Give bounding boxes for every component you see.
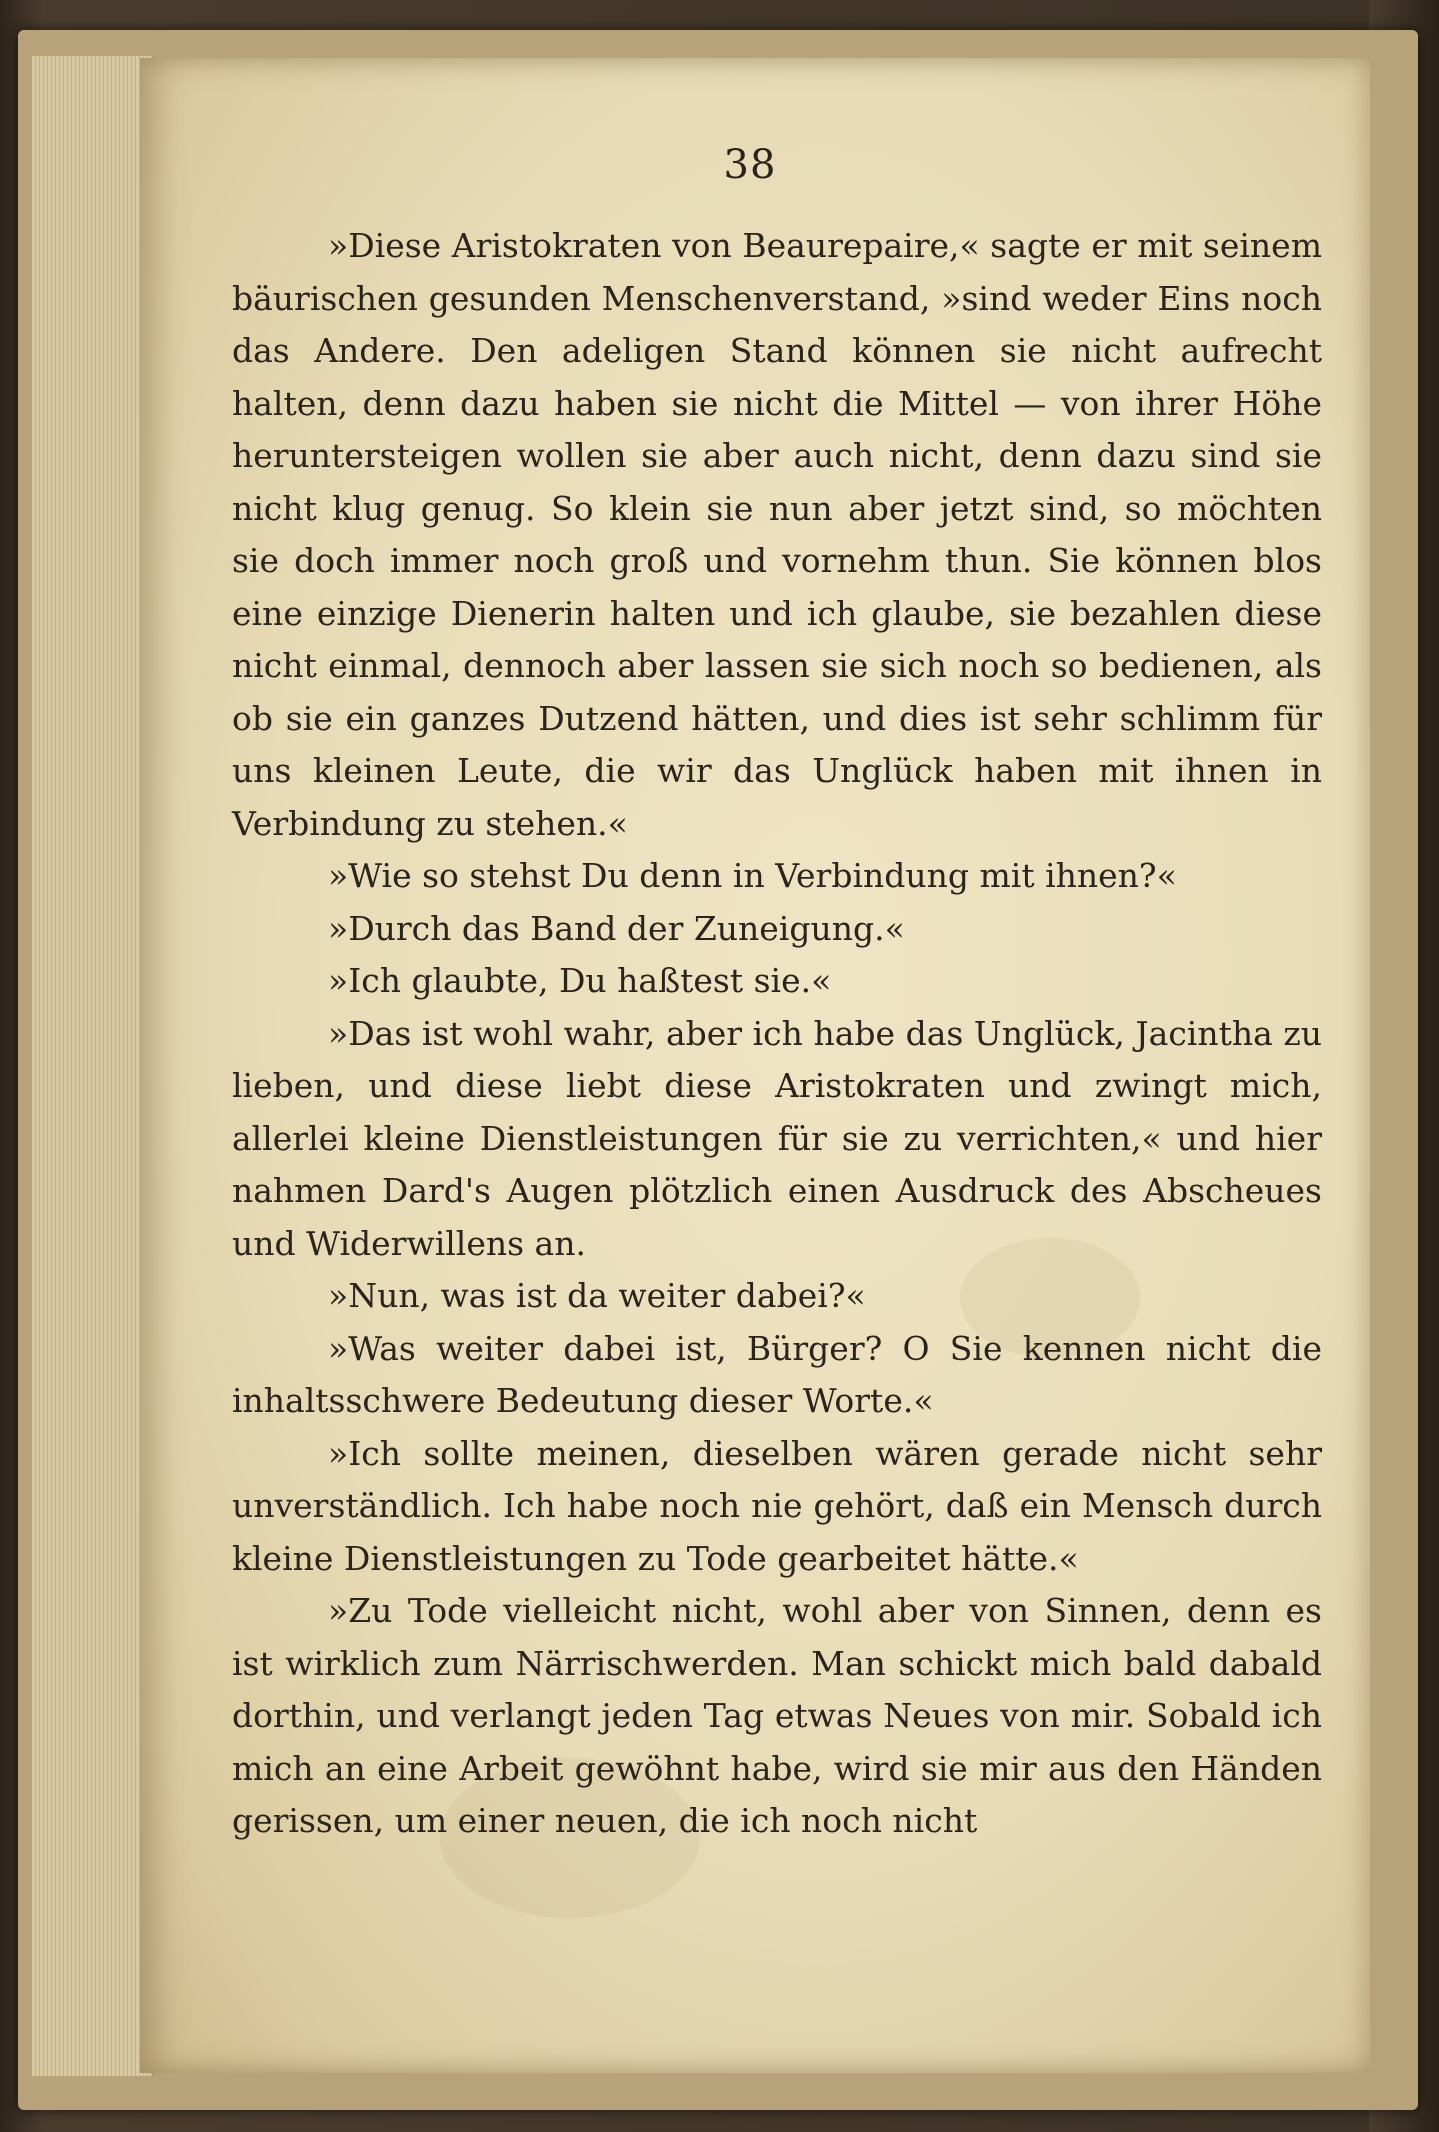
paragraph: »Ich glaubte, Du haßtest sie.« bbox=[328, 961, 832, 1000]
body-text bbox=[232, 220, 1322, 1848]
paragraph: »Nun, was ist da weiter dabei?« bbox=[328, 1276, 866, 1315]
paragraph: »Durch das Band der Zuneigung.« bbox=[328, 908, 905, 948]
paragraph: »Zu Tode vielleicht nicht, wohl aber von Sinnen, denn es ist wirklich zum Närrischwerden. Man schickt mich bald dabald dorthin, und verlangt jeden Tag etwas Neues von mir. Sobald ich mich an eine Arbeit gewöhnt habe, wird sie mir aus den Händen gerissen, um einer neuen, die ich noch nicht bbox=[232, 1591, 1322, 1840]
paragraph: »Was weiter dabei ist, Bürger? O Sie kennen nicht die inhaltsschwere Bedeutung dieser Worte.« bbox=[232, 1328, 1322, 1420]
paragraph: »Ich sollte meinen, dieselben wären gerade nicht sehr unverständlich. Ich habe noch nie gehört, daß ein Mensch durch kleine Dienstleistungen zu Tode gearbeitet hätte.« bbox=[232, 1433, 1322, 1578]
page-stack-edge bbox=[32, 56, 153, 2076]
paragraph: »Das ist wohl wahr, aber ich habe das Unglück, Jacintha zu lieben, und diese liebt diese Aristokraten und zwingt mich, allerlei kleine Dienstleistungen für sie zu verrichten,« und hier nahmen Dard's Augen plötzlich einen Ausdruck des Abscheues und Widerwillens an. bbox=[232, 1013, 1322, 1263]
paragraph: »Wie so stehst Du denn in Verbindung mit ihnen?« bbox=[328, 856, 1177, 895]
page-number: 38 bbox=[723, 142, 777, 188]
paragraph: »Diese Aristokraten von Beaurepaire,« sagte er mit seinem bäurischen gesunden Menschenverstand, »sind weder Eins noch das Andere. Den adeligen Stand können sie nicht aufrecht halten, denn dazu haben sie nicht die Mittel — von ihrer Höhe heruntersteigen wollen sie aber auch nicht, denn dazu sind sie nicht klug genug. So klein sie nun aber jetzt sind, so möchten sie doch immer noch groß und vornehm thun. Sie können blos eine einzige Dienerin halten und ich glaube, sie bezahlen diese nicht einmal, dennoch aber lassen sie sich noch so bedienen, als ob sie ein ganzes Dutzend hätten, und dies ist sehr schlimm für uns kleinen Leute, die wir das Unglück haben mit ihnen in Verbindung zu stehen.« bbox=[232, 226, 1322, 843]
